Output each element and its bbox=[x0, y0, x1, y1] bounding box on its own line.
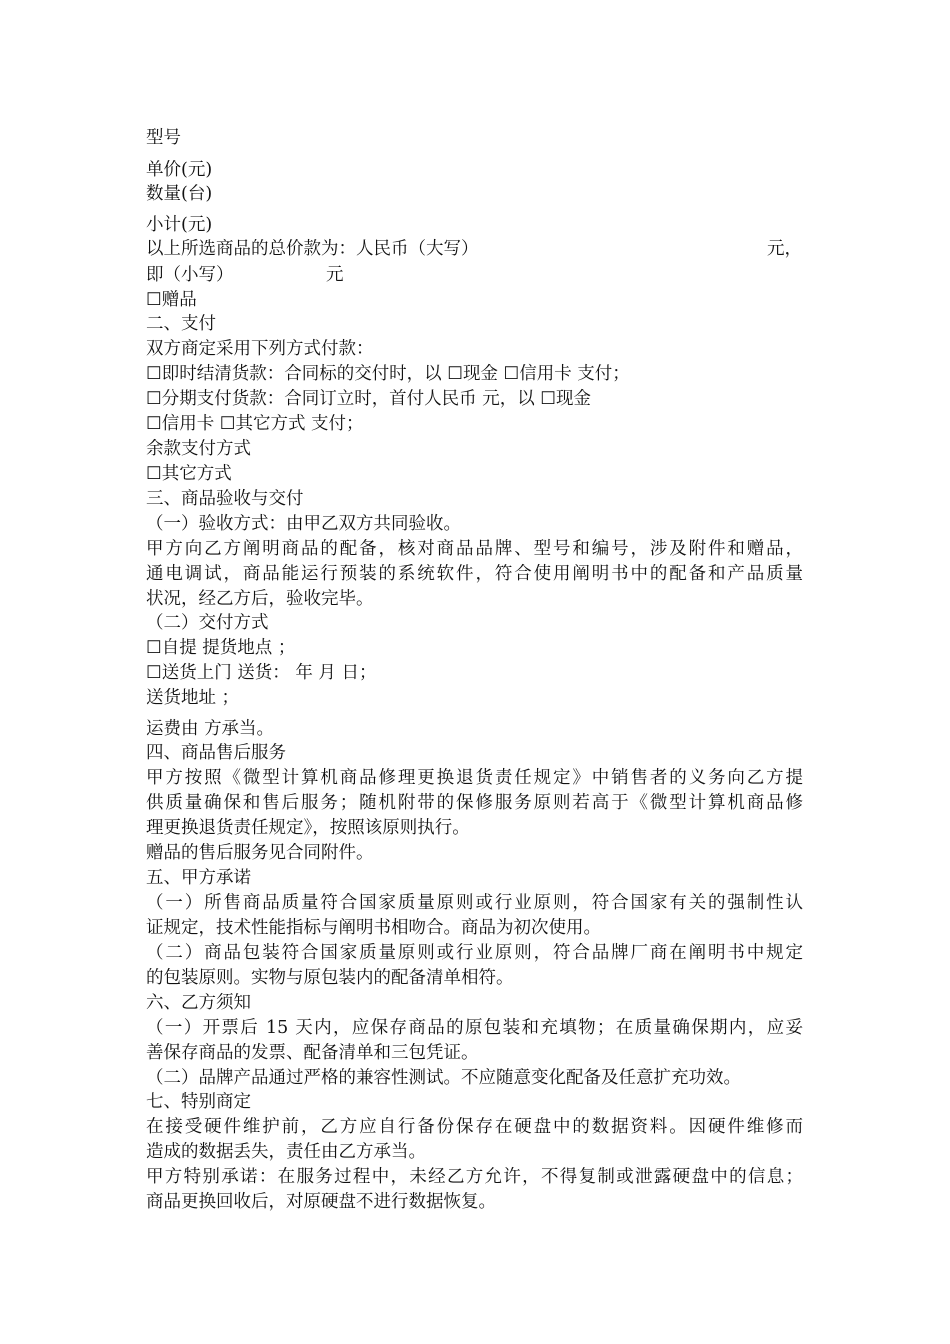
section-heading: 五、甲方承诺 bbox=[146, 868, 251, 888]
text-line: 造成的数据丢失，责任由乙方承当。 bbox=[146, 1142, 426, 1162]
text-line: 以上所选商品的总价款为：人民币（大写） bbox=[146, 239, 479, 259]
text-line: （二）交付方式 bbox=[146, 613, 269, 633]
text-line: ☐自提 提货地点 ； bbox=[146, 638, 296, 658]
text-line: 通电调试，商品能运行预装的系统软件，符合使用阐明书中的配备和产品质量 bbox=[146, 564, 803, 584]
text-line: 单价(元) bbox=[146, 160, 213, 180]
section-heading: 六、乙方须知 bbox=[146, 993, 251, 1013]
text-line: ☐信用卡 ☐其它方式 支付； bbox=[146, 414, 364, 434]
text-line: （一）验收方式：由甲乙双方共同验收。 bbox=[146, 514, 461, 534]
text-line: （二）商品包装符合国家质量原则或行业原则，符合品牌厂商在阐明书中规定 bbox=[146, 943, 803, 963]
text-line: （一）所售商品质量符合国家质量原则或行业原则，符合国家有关的强制性认 bbox=[146, 893, 803, 913]
text-line: 型号 bbox=[146, 128, 181, 148]
section-heading: 七、特别商定 bbox=[146, 1092, 251, 1112]
text-line: 供质量确保和售后服务；随机附带的保修服务原则若高于《微型计算机商品修 bbox=[146, 793, 803, 813]
section-heading: 四、商品售后服务 bbox=[146, 743, 286, 763]
text-line: 证规定，技术性能指标与阐明书相吻合。商品为初次使用。 bbox=[146, 918, 601, 938]
text-line: （二）品牌产品通过严格的兼容性测试。不应随意变化配备及任意扩充功效。 bbox=[146, 1068, 741, 1088]
text-line: 在接受硬件维护前，乙方应自行备份保存在硬盘中的数据资料。因硬件维修而 bbox=[146, 1117, 803, 1137]
text-fragment: 元， bbox=[767, 239, 802, 259]
text-line: ☐赠品 bbox=[146, 290, 197, 310]
text-line: 送货地址 ； bbox=[146, 688, 240, 708]
text-line: 运费由 方承当。 bbox=[146, 719, 275, 739]
text-line: 小计(元) bbox=[146, 215, 213, 235]
text-line: 数量(台) bbox=[146, 184, 213, 204]
text-fragment: 元 bbox=[326, 265, 344, 285]
text-line: （一）开票后 15 天内，应保存商品的原包装和充填物；在质量确保期内，应妥 bbox=[146, 1018, 803, 1038]
text-line: 商品更换回收后，对原硬盘不进行数据恢复。 bbox=[146, 1192, 496, 1212]
text-line: ☐其它方式 bbox=[146, 464, 232, 484]
text-line: 甲方向乙方阐明商品的配备，核对商品品牌、型号和编号，涉及附件和赠品， bbox=[146, 539, 803, 559]
text-line: 甲方按照《微型计算机商品修理更换退货责任规定》中销售者的义务向乙方提 bbox=[146, 768, 803, 788]
text-line: 的包装原则。实物与原包装内的配备清单相符。 bbox=[146, 968, 514, 988]
section-heading: 三、商品验收与交付 bbox=[146, 489, 304, 509]
text-line: 状况，经乙方后，验收完毕。 bbox=[146, 589, 374, 609]
text-line: 赠品的售后服务见合同附件。 bbox=[146, 843, 374, 863]
text-line: 余款支付方式 bbox=[146, 439, 251, 459]
text-line: ☐送货上门 送货： 年 月 日； bbox=[146, 663, 377, 683]
text-line: 理更换退货责任规定》，按照该原则执行。 bbox=[146, 818, 470, 838]
text-line: 甲方特别承诺：在服务过程中，未经乙方允许，不得复制或泄露硬盘中的信息； bbox=[146, 1167, 803, 1187]
text-line: 双方商定采用下列方式付款： bbox=[146, 339, 374, 359]
text-line: 即（小写） bbox=[146, 265, 234, 285]
text-line: ☐即时结清货款：合同标的交付时，以 ☐现金 ☐信用卡 支付； bbox=[146, 364, 630, 384]
text-line: 善保存商品的发票、配备清单和三包凭证。 bbox=[146, 1043, 479, 1063]
text-line: ☐分期支付货款：合同订立时，首付人民币 元，以 ☐现金 bbox=[146, 389, 592, 409]
section-heading: 二、支付 bbox=[146, 314, 216, 334]
